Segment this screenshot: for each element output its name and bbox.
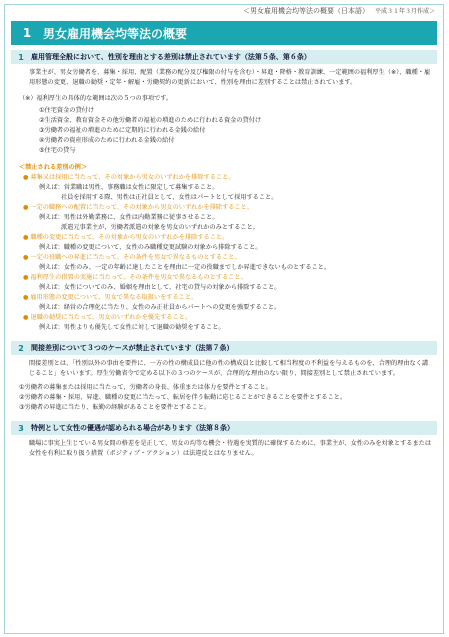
example-bullet: ● 福利厚生の措置の実施に当たって、その条件を男女で異なるものとすること。: [23, 273, 443, 283]
section-2-number: 2: [18, 343, 24, 353]
header-title: ＜男女雇用機会均等法の概要（日本語）: [242, 7, 369, 15]
example-bullet: ● 募集又は採用に当たって、その対象から男女のいずれかを排除すること。: [23, 173, 443, 183]
example-line: 社員を採用する際、男性は正社員として、女性はパートとして採用すること。: [61, 194, 278, 201]
example-line: 例えば：営業職は男性、事務職は女性に限定して募集すること。: [39, 184, 219, 191]
example-bullet: ● 雇用形態の変更について、男女で異なる取扱いをすること。: [23, 293, 443, 303]
example-line: 例えば：職種の変更について、女性のみ職種変更試験の対象から排除すること。: [39, 244, 262, 251]
section-3-title: 特例として女性の優遇が認められる場合があります（法第８条）: [31, 424, 234, 432]
section-1-heading: [11, 50, 437, 64]
example-line: 例えば：女性についてのみ、婚姻を理由として、社宅の貸与の対象から排除すること。: [39, 284, 281, 291]
example-bullet: ● 職種の変更に当たって、その対象から男女のいずれかを排除すること。: [23, 233, 443, 243]
section-3-paragraph: 職場に事実上生じている男女間の格差を是正して、男女の均等な機会・待遇を実質的に確保するために、事業主が、女性のみを対象とするまたは女性を有利に取り扱う措置（ポジティブ・アクション）は法違反とはなりません。: [29, 440, 432, 457]
example-bullet: ● 退職の勧奨に当たって、男女のいずれかを優先すること。: [23, 313, 443, 323]
document-header: [5, 5, 443, 17]
welfare-item: ②生活資金、教育資金その他労働者の福祉の増進のために行われる資金の貸付け: [39, 117, 262, 124]
section-2-heading: [11, 341, 437, 355]
page-title-bar: [11, 21, 437, 45]
page-title-number: 1: [22, 26, 32, 40]
page-title: 男女雇用機会均等法の概要: [43, 26, 188, 41]
header-text: [243, 6, 435, 16]
document-page: [4, 4, 444, 634]
example-line: 例えば：経営の合理化に当たり、女性のみ正社員からパートへの変更を強要すること。: [39, 304, 281, 311]
indirect-discrimination-item: ③労働者の昇進に当たり、転勤の経験があることを要件とすること。: [19, 404, 211, 411]
section-1-paragraph: 事業主が、男女労働者を、募集・採用、配置（業務の配分及び権限の付与を含む）・昇進・降格・教育訓練、一定範囲の福利厚生（※）、職種・雇用形態の変更、退職の勧奨・定年・解雇・労働契約の更新において、性別を理由に差別することは禁止されています。: [29, 69, 431, 86]
section-3-heading: [11, 421, 437, 435]
welfare-item: ⑤住宅の貸与: [39, 147, 76, 154]
section-3-number: 3: [18, 423, 24, 433]
example-line: 例えば：女性のみ、一定の年齢に達したことを理由に一定の役職までしか昇進できないものとすること。: [39, 264, 331, 271]
welfare-item: ①住宅資金の貸付け: [39, 107, 95, 114]
examples-heading: ＜禁止される差別の例＞: [19, 164, 88, 171]
welfare-item: ③労働者の福祉の増進のために定期的に行われる金銭の給付: [39, 127, 206, 134]
section-1-number: 1: [18, 52, 24, 62]
indirect-discrimination-item: ②労働者の募集・採用、昇進、職種の変更に当たって、転居を伴う転勤に応じることができることを要件とすること。: [19, 394, 347, 401]
example-line: 例えば：男性よりも優先して女性に対して退職の勧奨をすること。: [39, 324, 225, 331]
header-date: 平成３１年３月作成＞: [374, 8, 435, 15]
example-bullet: ● 一定の役職への昇進に当たって、その条件を男女で異なるものとすること。: [23, 253, 443, 263]
welfare-item: ④労働者の資産形成のために行われる金銭の給付: [39, 137, 175, 144]
section-2-title: 間接差別について３つのケースが禁止されています（法第７条）: [31, 344, 234, 352]
section-2-paragraph: 間接差別とは、「性別以外の事由を要件に、一方の性の構成員に他の性の構成員と比較して相当程度の不利益を与えるものを、合理的理由なく講じること」をいいます。厚生労働省令で定める以下の３つのケースが、合理的な理由のない限り、間接差別として禁止されています。: [29, 360, 429, 377]
indirect-discrimination-item: ①労働者の募集または採用に当たって、労働者の身長、体重または体力を要件とすること。: [19, 384, 272, 391]
welfare-note-intro: （※）福利厚生の具体的な範囲は次の５つの事項です。: [19, 95, 173, 102]
example-line: 例えば：男性は外勤業務に、女性は内勤業務に従事させること。: [39, 214, 219, 221]
example-line: 派遣元事業主が、労働者派遣の対象を男女のいずれかのみとすること。: [61, 224, 259, 231]
example-bullet: ● 一定の職務への配置に当たって、その対象から男女のいずれかを排除すること。: [23, 203, 443, 213]
section-1-title: 雇用管理全般において、性別を理由とする差別は禁止されています（法第５条、第６条）: [31, 53, 311, 61]
